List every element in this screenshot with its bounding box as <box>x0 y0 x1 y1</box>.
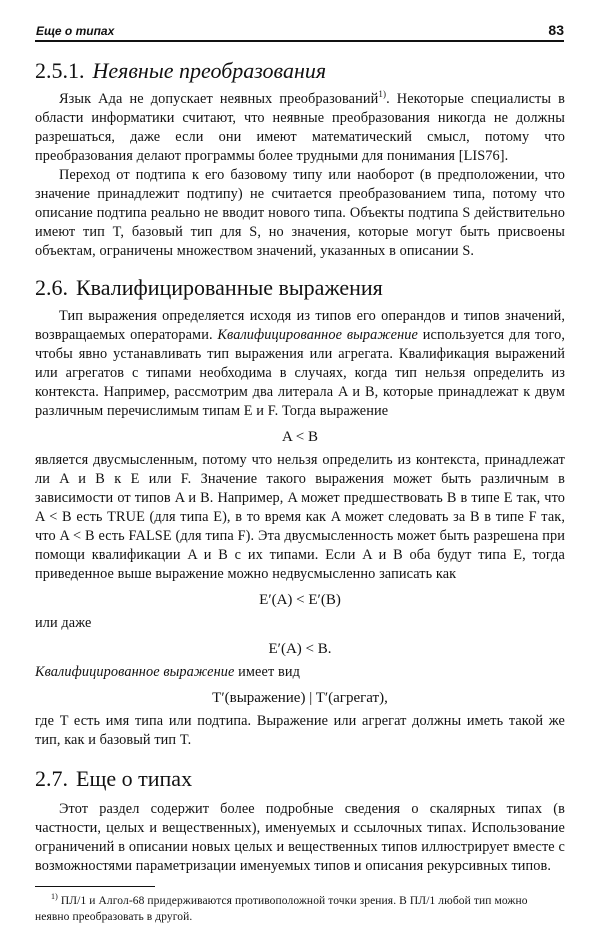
footnote-text: ПЛ/1 и Алгол-68 придерживаются противоположной точки зрения. В ПЛ/1 любой тип можно неявно преобразовать в другой. <box>35 895 528 923</box>
page-content <box>35 50 565 925</box>
running-title: Еще о типах <box>36 24 115 38</box>
paragraph-type-name: где T есть имя типа или подтипа. Выражение или агрегат должны иметь такой же тип, как и базовый тип T. <box>35 713 565 748</box>
paragraph-more-types: Этот раздел содержит более подробные сведения о скалярных типах (в частности, целых и вещественных), именуемых и ссылочных типах. Использование ограничений в описании новых целых и вещественных типов иллюстрирует вместе с возможностями параметризации именуемых типов и описания рекурсивных типов. <box>35 801 565 874</box>
page-number: 83 <box>548 22 564 38</box>
formula-qualified-one: E′(A) < B. <box>268 641 332 657</box>
paragraph-text: . Некоторые специалисты в области информатики считают, что неявные преобразования никогда не должны разрешаться, даже если они имеют математический смысл, потому что преобразования делают программы более трудными для понимания [LIS76]. <box>35 91 566 164</box>
footnote <box>35 893 565 925</box>
formula-a-less-b: A < B <box>282 429 318 445</box>
section-title: Квалифицированные выражения <box>76 275 383 300</box>
footnote-marker: 1) <box>51 892 58 902</box>
paragraph-implicit-conversions <box>35 90 565 166</box>
paragraph-text: имеет вид <box>238 664 300 680</box>
section-number: 2.7. <box>35 766 68 791</box>
section-heading-2-5-1 <box>35 58 565 84</box>
paragraph-text: Язык Ада не допускает неявных преобразований <box>59 91 379 107</box>
section-number: 2.6. <box>35 275 68 300</box>
section-number: 2.5.1. <box>35 58 85 83</box>
footnote-divider <box>35 886 155 887</box>
section-title: Неявные преобразования <box>92 58 327 83</box>
section-heading-2-6 <box>35 275 565 301</box>
section-heading-2-7 <box>35 766 565 792</box>
section-title: Еще о типах <box>76 766 193 791</box>
paragraph-subtype-conversion: Переход от подтипа к его базовому типу или наоборот (в предположении, что значение принадлежит подтипу) не считается преобразованием типа, потому что описание подтипа реально не вводит нового типа. Объекты подтипа S действительно имеют тип T, базовый тип для S, но значения, которые могут быть присвоены объектам, ограничены множеством значений, указанных в описании S. <box>35 167 565 259</box>
formula-syntax: T′(выражение) | T′(агрегат), <box>212 690 388 706</box>
paragraph-qualified-intro <box>35 307 565 421</box>
paragraph-or-even: или даже <box>35 615 92 631</box>
formula-qualified-both: E′(A) < E′(B) <box>259 592 341 608</box>
footnote-marker: 1) <box>378 89 387 100</box>
running-header <box>35 20 564 42</box>
term-qualified-expression: Квалифицированное выражение <box>217 327 418 343</box>
paragraph-form <box>35 663 565 682</box>
paragraph-ambiguity: является двусмысленным, потому что нельзя определить из контекста, принадлежат ли A и B к E или F. Значение такого выражения может быть различным в зависимости от типов A и B. Например, A может предшествовать B в типе E так, что A < B есть TRUE (для типа E), в то время как A может следовать за B в типе F так, что A < B есть FALSE (для типа F). Эта двусмысленность может быть разрешена при помощи квалификации A и B с их типами. Если A и B оба будут типа E, тогда приведенное выше выражение можно недвусмысленно записать как <box>35 452 565 582</box>
paragraph-text: используется для того, чтобы явно устанавливать тип выражения или агрегата. Квалификация выражений или агрегатов с типами необходима в случаях, когда тип нельзя определить из контекста. Например, рассмотрим два литерала A и B, которые принадлежат к двум различным перечислимым типам E и F. Тогда выражение <box>35 327 565 419</box>
term-qualified-expression: Квалифицированное выражение <box>35 664 235 680</box>
paragraph-text: Тип выражения определяется исходя из типов его операндов и типов значений, возвращаемых операторами. <box>35 308 565 343</box>
